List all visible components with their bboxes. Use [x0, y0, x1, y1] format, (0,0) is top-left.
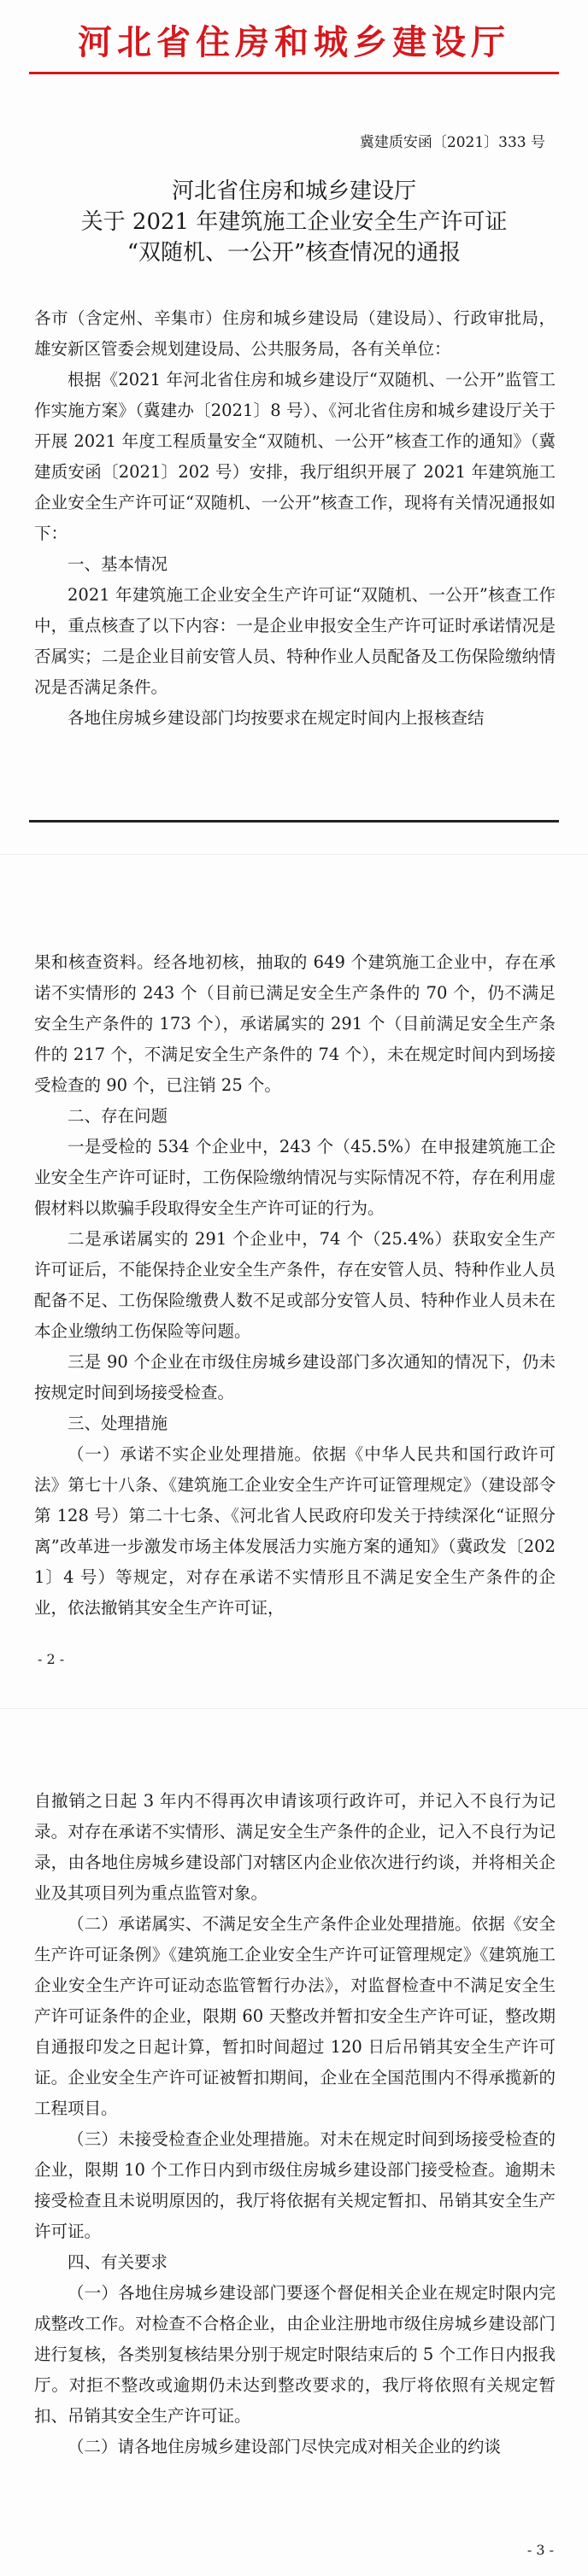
- section-heading: 一、基本情况: [68, 554, 168, 574]
- paragraph: 根据《2021 年河北省住房和城乡建设厅“双随机、一公开”监管工作实施方案》（冀建办〔2021〕8 号）、《河北省住房和城乡建设厅关于开展 2021 年度工程质量安全“双随机、一公开”核查工作的通知》（冀建质安函〔2021〕202 号）安排，我厅组织开展了 2021 年建筑施工企业安全生产许可证“双随机、一公开”核查工作，现将有关情况通报如下：: [34, 370, 556, 543]
- page1-body: [34, 303, 556, 734]
- page-number: - 3 -: [526, 2542, 554, 2558]
- page2-body: [34, 947, 556, 1624]
- red-header-title: 河北省住房和城乡建设厅: [78, 23, 510, 62]
- doc-title-line-2: 关于 2021 年建筑施工企业安全生产许可证: [80, 209, 508, 235]
- doc-title-line-1: 河北省住房和城乡建设厅: [171, 179, 416, 204]
- paragraph: 果和核查资料。经各地初核，抽取的 649 个建筑施工企业中，存在承诺不实情形的 243 个（目前已满足安全生产条件的 70 个，仍不满足安全生产条件的 173 个），承诺属实的 291 个（目前满足安全生产条件的 217 个，不满足安全生产条件的 74 个），未在规定时间内到场接受检查的 90 个，已注销 25 个。: [34, 952, 556, 1095]
- section-heading: 四、有关要求: [68, 2252, 168, 2272]
- paragraph: 2021 年建筑施工企业安全生产许可证“双随机、一公开”核查工作中，重点核查了以下内容：一是企业申报安全生产许可证时承诺情况是否属实；二是企业目前安管人员、特种作业人员配备及工伤保险缴纳情况是否满足条件。: [34, 585, 556, 697]
- addressee: 各市（含定州、辛集市）住房和城乡建设局（建设局）、行政审批局，雄安新区管委会规划建设局、公共服务局，各有关单位：: [34, 308, 556, 359]
- paragraph: 各地住房城乡建设部门均按要求在规定时间内上报核查结: [68, 708, 485, 728]
- paragraph: （二）承诺属实、不满足安全生产条件企业处理措施。依据《安全生产许可证条例》《建筑施工企业安全生产许可证管理规定》《建筑施工企业安全生产许可证动态监管暂行办法》，对监督检查中不满足安全生产许可证条件的企业，限期 60 天整改并暂扣安全生产许可证，整改期自通报印发之日起计算，暂扣时间超过 120 日后吊销其安全生产许可证。企业安全生产许可证被暂扣期间，企业在全国范围内不得承揽新的工程项目。: [34, 1914, 556, 2118]
- document-number: 冀建质安函〔2021〕333 号: [359, 134, 545, 151]
- page-bottom-rule: [29, 820, 559, 823]
- paragraph: 自撤销之日起 3 年内不得再次申请该项行政许可，并记入不良行为记录。对存在承诺不实情形、满足安全生产条件的企业，记入不良行为记录，由各地住房城乡建设部门对辖区内企业依次进行约谈，并将相关企业及其项目列为重点监管对象。: [34, 1791, 556, 1903]
- section-heading: 二、存在问题: [68, 1106, 168, 1126]
- red-divider-line: [29, 72, 559, 74]
- paragraph: （二）请各地住房城乡建设部门尽快完成对相关企业的约谈: [68, 2437, 502, 2456]
- document-page-2: [0, 854, 588, 1709]
- paragraph: 一是受检的 534 个企业中，243 个（45.5%）在申报建筑施工企业安全生产许可证时，工伤保险缴纳情况与实际情况不符，存在利用虚假材料以欺骗手段取得安全生产许可证的行为。: [34, 1137, 556, 1218]
- document-page-3: [0, 1708, 588, 2576]
- paragraph: 三是 90 个企业在市级住房城乡建设部门多次通知的情况下，仍未按规定时间到场接受检查。: [34, 1352, 556, 1402]
- paragraph: （一）各地住房城乡建设部门要逐个督促相关企业在规定时限内完成整改工作。对检查不合格企业，由企业注册地市级住房城乡建设部门进行复核，各类别复核结果分别于规定时限结束后的 5 个工作日内报我厅。对拒不整改或逾期仍未达到整改要求的，我厅将依照有关规定暂扣、吊销其安全生产许可证。: [34, 2283, 556, 2426]
- paragraph: 二是承诺属实的 291 个企业中，74 个（25.4%）获取安全生产许可证后，不能保持企业安全生产条件，存在安管人员、特种作业人员配备不足、工伤保险缴费人数不足或部分安管人员、特种作业人员未在本企业缴纳工伤保险等问题。: [34, 1229, 556, 1341]
- doc-title-line-3: “双随机、一公开”核查情况的通报: [126, 240, 462, 266]
- section-heading: 三、处理措施: [68, 1414, 168, 1433]
- document-page-1: [0, 0, 588, 854]
- paragraph: （一）承诺不实企业处理措施。依据《中华人民共和国行政许可法》第七十八条、《建筑施工企业安全生产许可证管理规定》（建设部令第 128 号）第二十七条、《河北省人民政府印发关于持续深化“证照分离”改革进一步激发市场主体发展活力实施方案的通知》（冀政发〔2021〕4 号）等规定，对存在承诺不实情形且不满足安全生产条件的企业，依法撤销其安全生产许可证，: [34, 1444, 556, 1618]
- page-number: - 2 -: [38, 1651, 65, 1667]
- page3-body: [34, 1786, 556, 2462]
- paragraph: （三）未接受检查企业处理措施。对未在规定时间到场接受检查的企业，限期 10 个工作日内到市级住房城乡建设部门接受检查。逾期未接受检查且未说明原因的，我厅将依据有关规定暂扣、吊销其安全生产许可证。: [34, 2129, 556, 2241]
